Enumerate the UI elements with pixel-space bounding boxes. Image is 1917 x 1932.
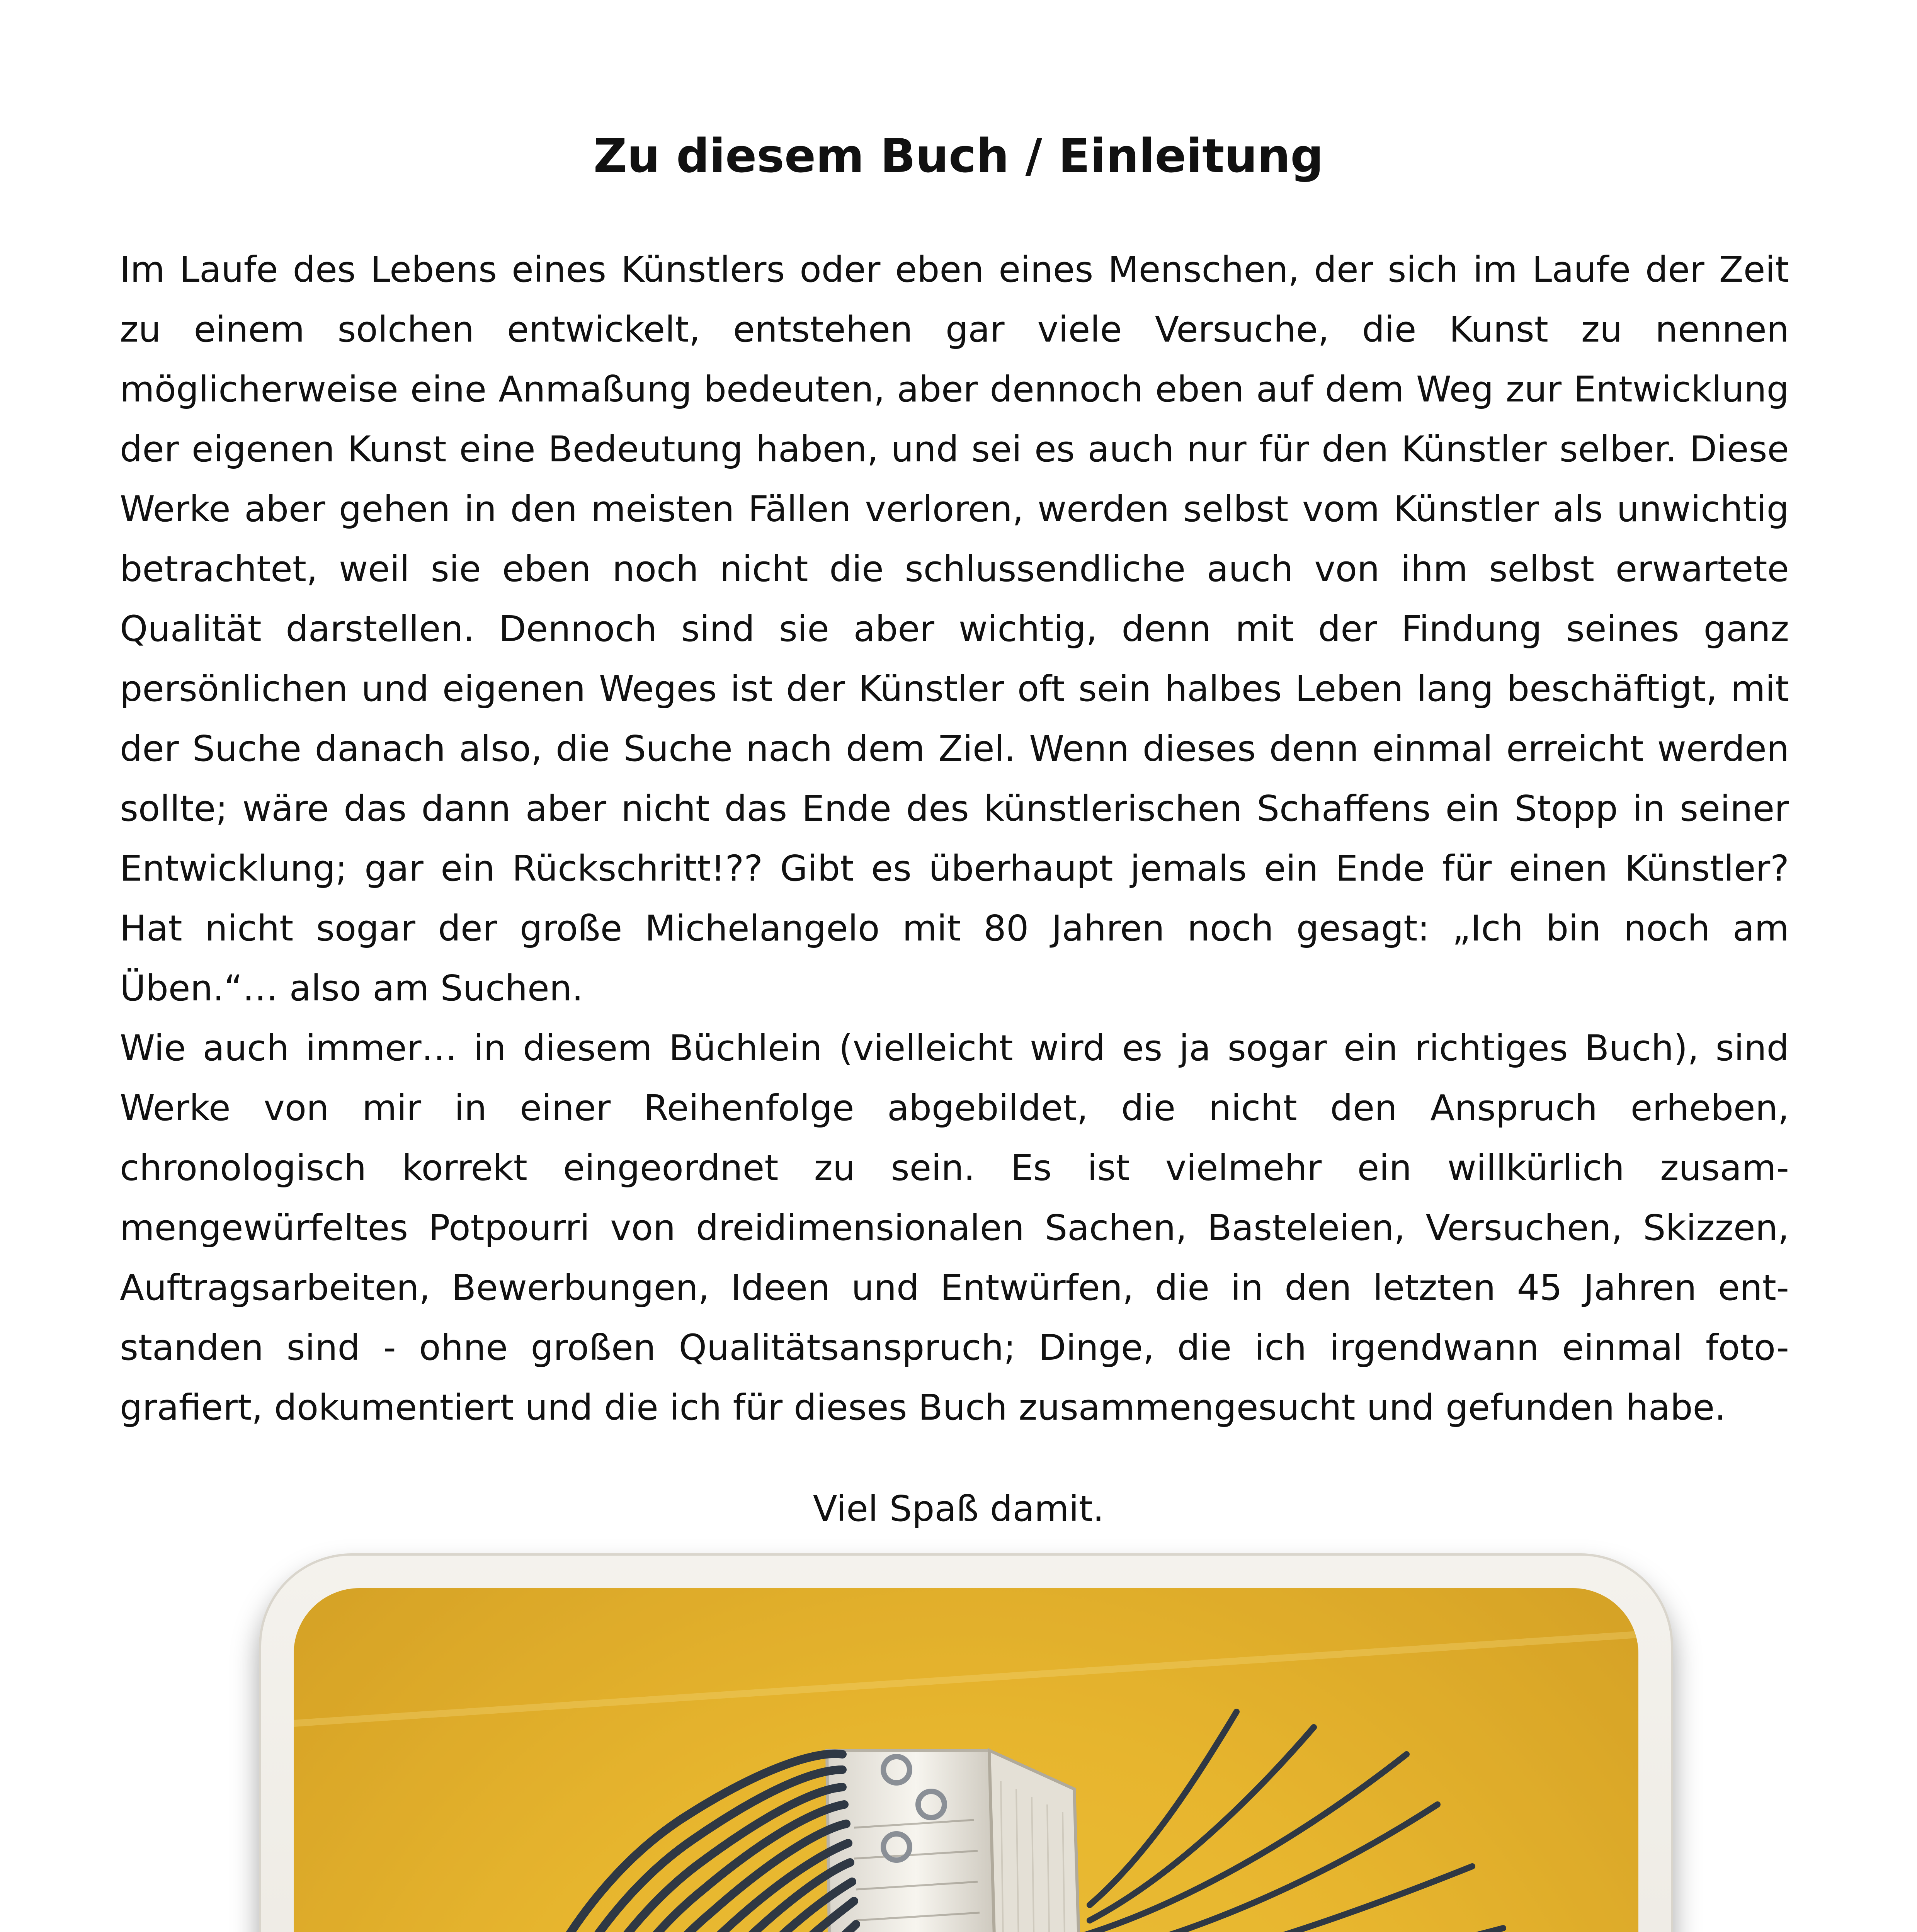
body-text: [120, 240, 1789, 1437]
page-title: Zu diesem Buch / Einleitung: [593, 129, 1324, 183]
book-object: [827, 1750, 1090, 1932]
closing-line: Viel Spaß damit.: [813, 1488, 1104, 1529]
photo-frame: [259, 1553, 1673, 1932]
wire-book-sculpture: [294, 1588, 1638, 1932]
sculpture-photo: [294, 1588, 1638, 1932]
paragraph-1: Im Laufe des Lebens eines Künstlers oder eben eines Menschen, der sich im Laufe der Zeit zu einem solchen entwickelt, entstehen gar viele Versuche, die Kunst zu nennen möglicherweise eine Anmaßung bedeuten, aber dennoch eben auf dem Weg zur Entwicklung der eigenen Kunst eine Bedeutung haben, und sei es auch nur für den Künstler selber. Diese Werke aber gehen in den meisten Fällen verloren, werden selbst vom Künstler als unwichtig betrachtet, weil sie eben noch nicht die schlussendliche auch von ihm selbst erwartete Qualität darstellen. Dennoch sind sie aber wichtig, denn mit der Findung seines ganz persönlichen und eigenen Weges ist der Künstler oft sein halbes Leben lang beschäftigt, mit der Suche danach also, die Suche nach dem Ziel. Wenn dieses denn einmal erreicht werden sollte; wäre das dann aber nicht das Ende des künstlerischen Schaffens ein Stopp in seiner Entwicklung; gar ein Rückschritt!?? Gibt es überhaupt jemals ein Ende für einen Künstler? Hat nicht sogar der große Michelangelo mit 80 Jahren noch gesagt: „Ich bin noch am Üben.“… also am Suchen.: [120, 249, 1789, 1009]
paragraph-2: Wie auch immer… in diesem Büchlein (vielleicht wird es ja sogar ein richtiges Buch), sind Werke von mir in einer Reihenfolge abgebildet, die nicht den Anspruch erheben, chronologisch korrekt eingeordnet zu sein. Es ist vielmehr ein willkürlich zusam-mengewürfeltes Potpourri von dreidimensionalen Sachen, Basteleien, Versuchen, Skizzen, Auftragsarbeiten, Bewerbungen, Ideen und Entwürfen, die in den letzten 45 Jahren ent-standen sind - ohne großen Qualitätsanspruch; Dinge, die ich irgendwann einmal foto-grafiert, dokumentiert und die ich für dieses Buch zusammengesucht und gefunden habe.: [120, 1027, 1789, 1428]
